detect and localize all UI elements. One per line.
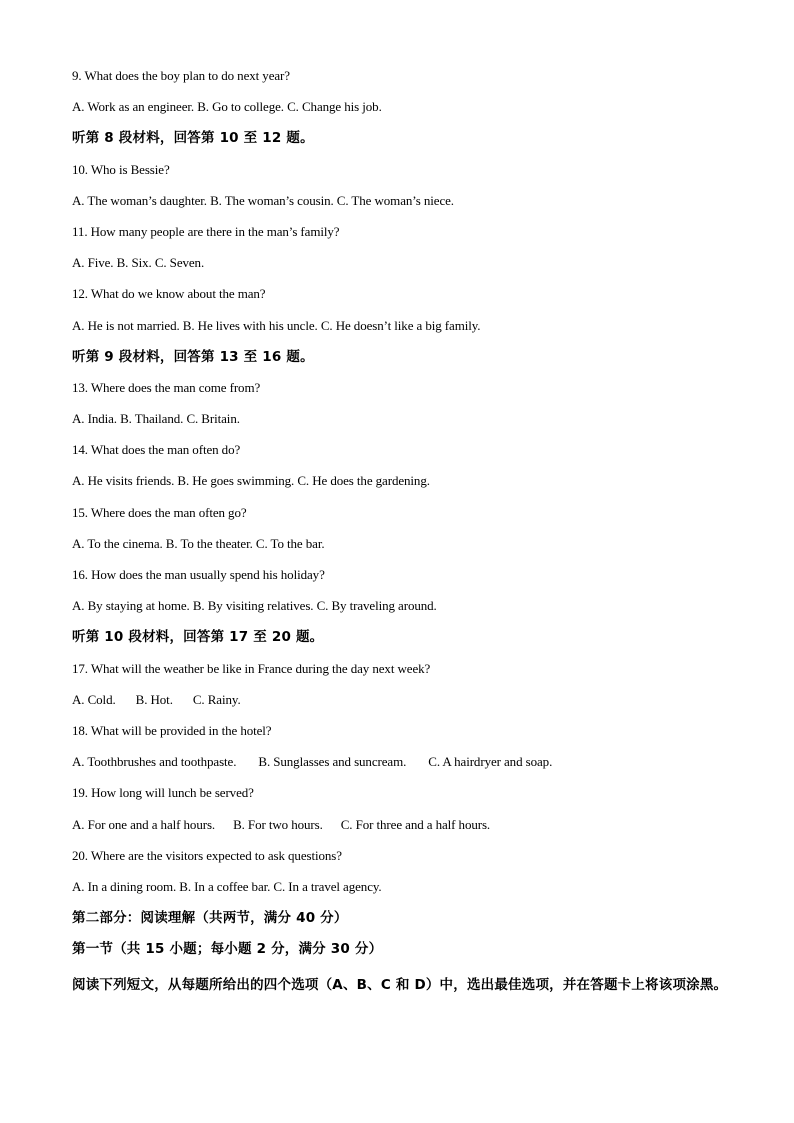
question-15-options: A. To the cinema. B. To the theater. C. To the bar. (72, 535, 325, 551)
question-10: 10. Who is Bessie? (72, 161, 170, 177)
question-19: 19. How long will lunch be served? (72, 785, 254, 801)
part-2-heading: 第二部分：阅读理解（共两节，满分 40 分） (72, 910, 348, 927)
question-18-options (72, 752, 732, 783)
question-9: 9. What does the boy plan to do next year? (72, 68, 290, 83)
question-10-options: A. The woman’s daughter. B. The woman’s cousin. C. The woman’s niece. (72, 192, 454, 208)
question-17-options (72, 690, 732, 721)
option-a: A. For one and a half hours. (72, 816, 216, 832)
reading-instructions: 阅读下列短文，从每题所给出的四个选项（A、B、C 和 D）中，选出最佳选项，并在答题卡上将该项涂黑。 (72, 977, 728, 994)
option-c: C. Rainy. (192, 691, 241, 707)
question-16: 16. How does the man usually spend his holiday? (72, 567, 325, 582)
option-a: A. Toothbrushes and toothpaste. (72, 754, 237, 770)
question-15: 15. Where does the man often go? (72, 504, 247, 520)
section-8-heading: 听第 8 段材料，回答第 10 至 12 题。 (72, 130, 314, 147)
question-13-options: A. India. B. Thailand. C. Britain. (72, 411, 240, 427)
question-9-options: A. Work as an engineer. B. Go to college. C. Change his job. (72, 99, 382, 115)
section-10-heading: 听第 10 段材料，回答第 17 至 20 题。 (72, 629, 324, 646)
question-12-options: A. He is not married. B. He lives with his uncle. C. He doesn’t like a big family. (72, 317, 481, 333)
question-18: 18. What will be provided in the hotel? (72, 722, 272, 738)
option-b: B. Hot. (135, 691, 173, 707)
question-17: 17. What will the weather be like in France during the day next week? (72, 660, 431, 676)
question-14-options: A. He visits friends. B. He goes swimming. C. He does the gardening. (72, 473, 430, 489)
option-b: B. Sunglasses and suncream. (258, 754, 407, 770)
option-a: A. Cold. (72, 691, 116, 707)
question-20-options: A. In a dining room. B. In a coffee bar. C. In a travel agency. (72, 878, 382, 894)
option-c: C. For three and a half hours. (340, 816, 491, 832)
question-13: 13. Where does the man come from? (72, 379, 261, 395)
question-11: 11. How many people are there in the man’s family? (72, 223, 340, 239)
option-c: C. A hairdryer and soap. (428, 754, 553, 770)
question-20: 20. Where are the visitors expected to ask questions? (72, 847, 342, 863)
section-9-heading: 听第 9 段材料，回答第 13 至 16 题。 (72, 348, 314, 365)
option-b: B. For two hours. (233, 816, 323, 832)
section-1-heading: 第一节（共 15 小题；每小题 2 分，满分 30 分） (72, 941, 383, 958)
question-12: 12. What do we know about the man? (72, 286, 266, 302)
question-16-options: A. By staying at home. B. By visiting relatives. C. By traveling around. (72, 598, 437, 614)
question-14: 14. What does the man often do? (72, 442, 241, 458)
question-11-options: A. Five. B. Six. C. Seven. (72, 255, 205, 271)
exam-page (72, 66, 732, 1001)
question-19-options (72, 815, 732, 846)
